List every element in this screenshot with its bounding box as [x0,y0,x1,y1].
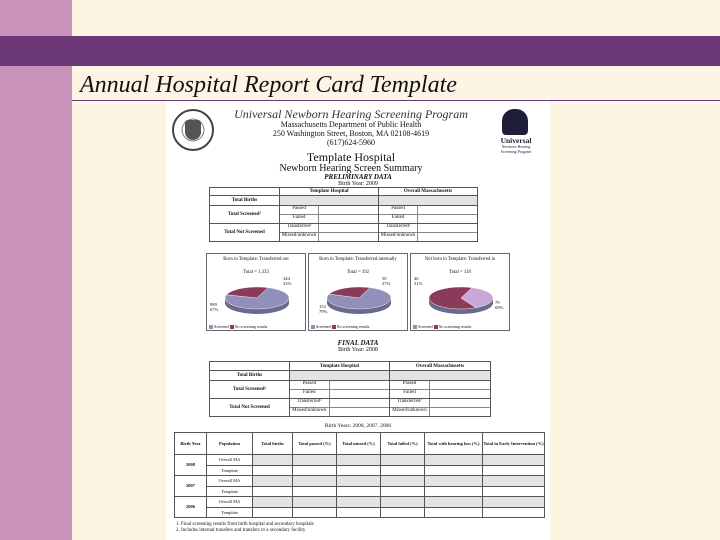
transferred-label: Transferred² [390,399,430,407]
pie-label-large: 79 69% [495,300,504,311]
footnote-2: 2. Includes internal transfers and transfers to a secondary facility [176,528,306,534]
final-title: FINAL DATA [337,339,379,347]
missed-label: Missed/unknown [280,233,319,241]
report-card-document [166,101,550,540]
pie-label-small: 344 33% [283,276,292,287]
pie-title: Born in Template: Transferred internally [319,257,397,262]
final-table [209,361,491,417]
population-cell: Overall MA [207,497,253,508]
pie-chart-2 [308,253,408,331]
summary-title: Newborn Hearing Screen Summary [279,163,423,174]
pie-label-large: 152 79% [319,304,328,315]
state-seal-icon [172,109,214,151]
pie-legend: Screened No screening results [413,324,471,329]
year-2008: 2008 [175,455,207,476]
passed-label: Passed [290,381,330,389]
table-row [175,486,545,497]
footnotes [176,522,314,535]
population-cell: Overall MA [207,455,253,466]
passed-label: Passed [379,206,418,214]
transferred-label: Transferred² [290,399,330,407]
failed-label: Failed [290,390,330,398]
passed-label: Passed [390,381,430,389]
table-row [175,507,545,518]
logo-line-2: Newborn Hearing [501,144,531,149]
pie-label-small: 46 31% [414,276,423,287]
footnote-1: 1. Final screening results from birth hospital and secondary hospitals [176,522,314,527]
pie-total: Total = 118 [449,270,471,275]
pie-label-large: 989 67% [210,302,219,313]
table-row [175,455,545,466]
col-population: Population [207,433,253,455]
passed-label: Passed [280,206,319,214]
col-total-births: Total births [253,433,293,455]
population-cell: Overall MA [207,476,253,487]
row-total-screened: Total Screened¹ [210,206,280,224]
pie-legend: Screened No screening results [209,324,267,329]
pie-chart-1 [206,253,306,331]
pie-svg [309,254,409,332]
col-overall: Overall Massachusetts [379,188,478,196]
failed-label: Failed [280,215,319,223]
pie-label-small: 50 27% [382,276,391,287]
row-total-births: Total Births [210,371,290,381]
failed-label: Failed [379,215,418,223]
population-cell: Template [207,507,253,518]
row-not-screened: Total Not Screened [210,399,290,417]
row-total-births: Total Births [210,196,280,206]
row-total-screened: Total Screened¹ [210,381,290,399]
transferred-label: Transferred² [280,224,319,232]
preliminary-table [209,187,478,242]
table-row [175,465,545,476]
birth-years-table [174,432,545,518]
pie-svg [207,254,307,332]
col-overall: Overall Massachusetts [390,362,491,371]
col-total-failed: Total failed (%) [381,433,425,455]
col-total-passed: Total passed (%) [293,433,337,455]
phone: (617)624-5960 [327,138,375,147]
left-accent-bar [0,0,72,540]
col-early-intervention: Total in Early Intervention (%) [483,433,545,455]
birth-years-title: Birth Years: 2008, 2007, 2006 [324,423,392,429]
missed-label: Missed/unknown [290,408,330,416]
address: 250 Washington Street, Boston, MA 02108-4619 [272,129,430,138]
pie-total: Total = 1,333 [243,270,269,275]
final-subtitle: Birth Year: 2008 [338,347,378,353]
population-cell: Template [207,465,253,476]
preliminary-title: PRELIMINARY DATA [324,173,392,181]
col-total-missed: Total missed (%) [337,433,381,455]
col-template: Template Hospital [290,362,390,371]
row-not-screened: Total Not Screened [210,224,280,242]
col-template: Template Hospital [280,188,379,196]
pie-legend: Screened No screening results [311,324,369,329]
transferred-label: Transferred² [379,224,418,232]
preliminary-subtitle: Birth Year: 2009 [338,181,378,187]
department: Massachusetts Department of Public Health [280,120,422,129]
pie-title: Not born in Template: Transferred in [424,257,496,262]
pie-chart-3 [410,253,510,331]
program-title: Universal Newborn Hearing Screening Program [234,107,468,121]
col-hearing-loss: Total with hearing loss (%) [425,433,483,455]
pie-total: Total = 192 [346,270,370,275]
slide-title: Annual Hospital Report Card Template [80,72,457,98]
logo-line-3: Screening Program [500,149,532,154]
population-cell: Template [207,486,253,497]
program-logo [490,107,542,159]
table-row [175,497,545,508]
missed-label: Missed/unknown [390,408,430,416]
year-2006: 2006 [175,497,207,518]
failed-label: Failed [390,390,430,398]
logo-line-1: Universal [500,136,532,145]
table-row [175,476,545,487]
hospital-title: Template Hospital [306,150,396,164]
title-band [0,36,720,66]
pie-title: Born in Template: Transferred out [223,257,289,262]
col-birth-year: Birth Year [175,433,207,455]
pie-svg [411,254,511,332]
missed-label: Missed/unknown [379,233,418,241]
family-icon [502,109,528,135]
year-2007: 2007 [175,476,207,497]
